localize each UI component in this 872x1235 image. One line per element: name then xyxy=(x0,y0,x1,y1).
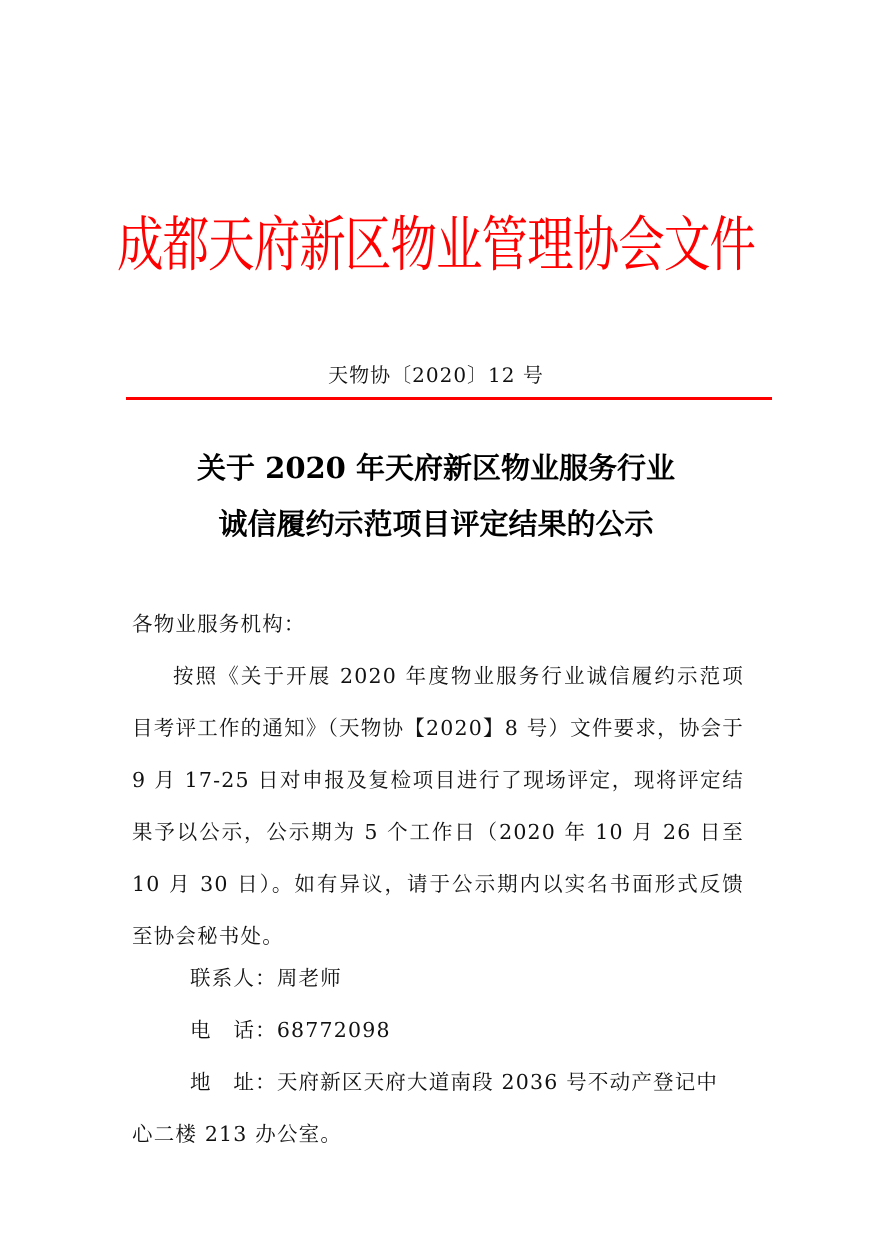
contact-phone xyxy=(132,1004,744,1056)
contact-person-value: 周老师 xyxy=(276,966,342,990)
contact-person xyxy=(132,952,744,1004)
document-number: 天物协〔2020〕12 号 xyxy=(328,363,544,387)
notice-title-line-1: 关于 2020 年天府新区物业服务行业 xyxy=(197,451,675,485)
contact-phone-label: 电 话： xyxy=(190,1018,277,1042)
salutation: 各物业服务机构： xyxy=(132,612,306,636)
contact-address-continued: 心二楼 213 办公室。 xyxy=(132,1122,343,1146)
body-paragraph: 按照《关于开展 2020 年度物业服务行业诚信履约示范项目考评工作的通知》（天物协【2020】8 号）文件要求，协会于 9 月 17-25 日对申报及复检项目进行了现场评定，现将评定结果予以公示，公示期为 5 个工作日（2020 年 10 月 26 日至 10 月 30 日）。如有异议，请于公示期内以实名书面形式反馈至协会秘书处。 xyxy=(132,664,744,948)
notice-title xyxy=(0,440,872,552)
masthead-title: 成都天府新区物业管理协会文件 xyxy=(117,210,755,280)
contact-phone-value: 68772098 xyxy=(276,1018,391,1042)
contact-person-label: 联系人： xyxy=(190,966,277,990)
red-divider-rule xyxy=(126,397,772,400)
contact-address xyxy=(132,1056,744,1108)
contact-address-value: 天府新区天府大道南段 2036 号不动产登记中 xyxy=(276,1070,719,1094)
notice-title-line-2: 诚信履约示范项目评定结果的公示 xyxy=(218,507,654,541)
contact-address-label: 地 址： xyxy=(190,1070,277,1094)
